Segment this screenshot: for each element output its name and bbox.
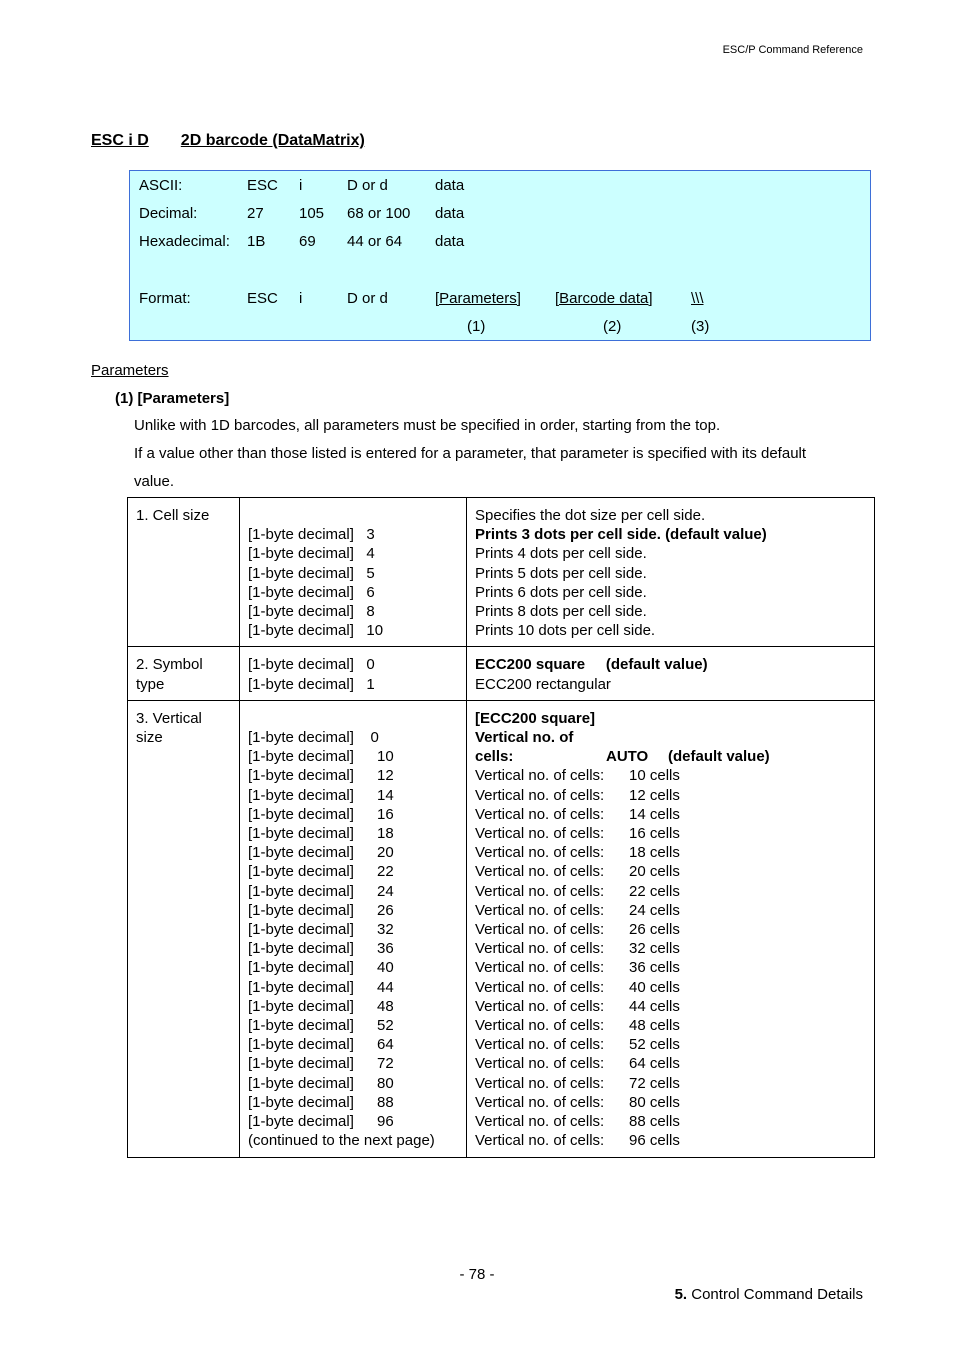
spec-prefix: [1-byte decimal] [248, 748, 354, 766]
spec-prefix: [1-byte decimal] [248, 1017, 354, 1035]
spec-prefix: [1-byte decimal] [248, 1113, 354, 1131]
command-description: 2D barcode (DataMatrix) [180, 132, 365, 149]
format-c1: ESC [247, 290, 278, 307]
desc-line [475, 1131, 866, 1150]
spec-number: 14 [377, 786, 394, 804]
spec-prefix: [1-byte decimal] [248, 844, 354, 862]
desc-value: 88 cells [629, 1113, 680, 1131]
desc-label: Vertical no. of cells: [475, 863, 605, 881]
spec-line: [1-byte decimal] 10 [248, 622, 384, 640]
desc-line: Prints 10 dots per cell side. [475, 622, 656, 640]
spec-number: 18 [377, 825, 394, 843]
spec-line: [1-byte decimal] 4 [248, 545, 375, 563]
desc-line [475, 1035, 866, 1054]
spec-line: [1-byte decimal] 0 [248, 656, 375, 674]
spec-number: 36 [377, 940, 394, 958]
spec-line: [1-byte decimal] 3 [248, 526, 375, 544]
format-num-2: (2) [603, 318, 622, 335]
desc-label: Vertical no. of cells: [475, 805, 605, 823]
param-label: 3. Vertical [136, 709, 202, 727]
desc-label: Vertical no. of cells: [475, 882, 605, 900]
desc-label: Vertical no. of cells: [475, 959, 605, 977]
desc-value: 14 cells [629, 805, 680, 823]
desc-heading: [ECC200 square] [475, 709, 596, 727]
spec-line: [1-byte decimal] 5 [248, 564, 375, 582]
decimal-label: Decimal: [139, 205, 198, 222]
desc-value: 40 cells [629, 978, 680, 996]
spec-number: 40 [377, 959, 394, 977]
format-num-1: (1) [467, 318, 486, 335]
desc-line [475, 766, 866, 785]
desc-line [475, 882, 866, 901]
desc-line: ECC200 rectangular [475, 675, 611, 693]
paragraph-order: Unlike with 1D barcodes, all parameters must be specified in order, starting from the top. [134, 417, 721, 434]
decimal-c4: data [435, 205, 465, 222]
spec-number: 22 [377, 863, 394, 881]
command-format-box [129, 170, 871, 341]
desc-value: 20 cells [629, 863, 680, 881]
desc-line: Prints 4 dots per cell side. [475, 545, 647, 563]
desc-label: Vertical no. of cells: [475, 844, 605, 862]
spec-prefix: [1-byte decimal] [248, 805, 354, 823]
spec-number: 96 [377, 1113, 394, 1131]
running-header: ESC/P Command Reference [722, 44, 863, 56]
desc-label: Vertical no. of cells: [475, 921, 605, 939]
desc-line [475, 1054, 866, 1073]
desc-note: (default value) [668, 748, 770, 766]
table-row [128, 700, 875, 1157]
param-name-cell-size [128, 498, 240, 647]
desc-label: Vertical no. of cells: [475, 767, 605, 785]
hex-c4: data [435, 233, 465, 250]
desc-line: ECC200 square (default value) [475, 656, 708, 674]
desc-line [475, 1074, 866, 1093]
desc-label: Vertical no. of cells: [475, 786, 605, 804]
spec-prefix: [1-byte decimal] [248, 1055, 354, 1073]
desc-line: Prints 8 dots per cell side. [475, 603, 647, 621]
spec-line [248, 1112, 458, 1131]
page-number: - 78 - [459, 1266, 495, 1283]
spec-number: 26 [377, 901, 394, 919]
desc-line [475, 958, 866, 977]
table-row [128, 498, 875, 647]
desc-intro: Specifies the dot size per cell side. [475, 507, 706, 524]
desc-line [475, 1093, 866, 1112]
format-num-3: (3) [691, 318, 710, 335]
ascii-c2: i [299, 177, 303, 194]
param-values [240, 647, 467, 700]
spec-prefix: [1-byte decimal] [248, 1036, 354, 1054]
spec-number: 88 [377, 1093, 394, 1111]
spec-prefix: [1-byte decimal] [248, 825, 354, 843]
desc-line: Prints 5 dots per cell side. [475, 564, 647, 582]
desc-value: AUTO [606, 748, 649, 766]
desc-line [475, 939, 866, 958]
desc-line [475, 843, 866, 862]
desc-line [475, 1016, 866, 1035]
spec-prefix: [1-byte decimal] [248, 767, 354, 785]
desc-line [475, 997, 866, 1016]
desc-value: 96 cells [629, 1132, 680, 1150]
spec-number: 80 [377, 1074, 394, 1092]
section-title [91, 132, 365, 150]
spec-line [248, 786, 458, 805]
parameters-subheading: (1) [Parameters] [115, 390, 230, 407]
spec-prefix: [1-byte decimal] [248, 863, 354, 881]
paragraph-default-a: If a value other than those listed is entered for a parameter, that parameter is specified with its default [134, 445, 807, 462]
param-label: 1. Cell size [136, 507, 210, 524]
decimal-c3: 68 or 100 [347, 205, 411, 222]
param-name-symbol-type [128, 647, 240, 700]
format-barcode-data: [Barcode data] [555, 290, 653, 307]
spec-line [248, 1093, 458, 1112]
decimal-c2: 105 [299, 205, 325, 222]
spec-line [248, 1016, 458, 1035]
spec-line [248, 747, 458, 766]
spec-line [248, 1035, 458, 1054]
ascii-c4: data [435, 177, 465, 194]
spec-prefix: [1-byte decimal] [248, 940, 354, 958]
spec-line: [1-byte decimal] 0 [248, 729, 379, 747]
spec-number: 48 [377, 997, 394, 1015]
ascii-label: ASCII: [139, 177, 183, 194]
desc-label: Vertical no. of cells: [475, 997, 605, 1015]
desc-value: 22 cells [629, 882, 680, 900]
parameters-table [127, 497, 875, 1158]
ascii-c1: ESC [247, 177, 278, 194]
desc-value: 24 cells [629, 901, 680, 919]
spec-number: 52 [377, 1017, 394, 1035]
desc-line [475, 805, 866, 824]
desc-value: 44 cells [629, 997, 680, 1015]
spec-number: 12 [377, 767, 394, 785]
paragraph-default-b: value. [134, 473, 175, 490]
spec-line: [1-byte decimal] 1 [248, 675, 375, 693]
hex-c2: 69 [299, 233, 316, 250]
desc-value: 26 cells [629, 921, 680, 939]
table-row [128, 647, 875, 700]
desc-line [475, 862, 866, 881]
desc-line [475, 978, 866, 997]
spec-number: 10 [377, 748, 394, 766]
spec-number: 20 [377, 844, 394, 862]
desc-value: 36 cells [629, 959, 680, 977]
spec-line [248, 901, 458, 920]
spec-line [248, 920, 458, 939]
spec-line [248, 766, 458, 785]
format-c3: D or d [347, 290, 388, 307]
desc-label: Vertical no. of cells: [475, 978, 605, 996]
desc-value: 80 cells [629, 1093, 680, 1111]
desc-label: Vertical no. of cells: [475, 825, 605, 843]
desc-label: Vertical no. of cells: [475, 901, 605, 919]
desc-line [475, 920, 866, 939]
param-label-cont: size [136, 729, 163, 747]
desc-label: Vertical no. of cells: [475, 1074, 605, 1092]
desc-label: Vertical no. of cells: [475, 1132, 605, 1150]
desc-value: 16 cells [629, 825, 680, 843]
format-terminator: \\\ [691, 290, 704, 307]
spec-line [248, 1054, 458, 1073]
decimal-c1: 27 [247, 205, 264, 222]
spec-line: [1-byte decimal] 8 [248, 603, 375, 621]
spec-prefix: [1-byte decimal] [248, 1093, 354, 1111]
spec-line [248, 824, 458, 843]
desc-value: 10 cells [629, 767, 680, 785]
format-label: Format: [139, 290, 191, 307]
chapter-title: Control Command Details [687, 1286, 863, 1303]
desc-line [475, 786, 866, 805]
param-name-vertical-size [128, 700, 240, 1157]
hex-c3: 44 or 64 [347, 233, 403, 250]
desc-line [475, 1112, 866, 1131]
spec-number: 44 [377, 978, 394, 996]
spec-prefix: [1-byte decimal] [248, 901, 354, 919]
chapter-footer [675, 1286, 863, 1303]
spec-line [248, 1074, 458, 1093]
hex-label: Hexadecimal: [139, 233, 230, 250]
desc-value: 12 cells [629, 786, 680, 804]
spec-prefix: [1-byte decimal] [248, 997, 354, 1015]
param-values [240, 700, 467, 1157]
param-label: 2. Symbol [136, 656, 203, 674]
spec-prefix: [1-byte decimal] [248, 1074, 354, 1092]
parameters-heading: Parameters [91, 362, 169, 379]
spec-prefix: [1-byte decimal] [248, 786, 354, 804]
spec-prefix: [1-byte decimal] [248, 921, 354, 939]
desc-label: Vertical no. of cells: [475, 729, 574, 766]
spec-number: 24 [377, 882, 394, 900]
spec-number: 64 [377, 1036, 394, 1054]
desc-label: Vertical no. of cells: [475, 1036, 605, 1054]
desc-label: Vertical no. of cells: [475, 940, 605, 958]
desc-value: 18 cells [629, 844, 680, 862]
desc-line: Prints 3 dots per cell side. (default value) [475, 526, 767, 544]
spec-line [248, 843, 458, 862]
param-values [240, 498, 467, 647]
spec-prefix: [1-byte decimal] [248, 978, 354, 996]
spec-line [248, 805, 458, 824]
ascii-c3: D or d [347, 177, 388, 194]
desc-line [475, 901, 866, 920]
spec-line: [1-byte decimal] 6 [248, 583, 375, 601]
desc-value: 72 cells [629, 1074, 680, 1092]
spec-line [248, 997, 458, 1016]
param-label-cont: type [136, 675, 165, 693]
desc-label: Vertical no. of cells: [475, 1017, 605, 1035]
desc-value: 32 cells [629, 940, 680, 958]
desc-label: Vertical no. of cells: [475, 1093, 605, 1111]
spec-number: 32 [377, 921, 394, 939]
spec-number: 16 [377, 805, 394, 823]
desc-value: 48 cells [629, 1017, 680, 1035]
desc-value: 64 cells [629, 1055, 680, 1073]
desc-value: 52 cells [629, 1036, 680, 1054]
format-c2: i [299, 290, 303, 307]
param-descriptions [467, 498, 875, 647]
desc-label: Vertical no. of cells: [475, 1113, 605, 1131]
spec-line [248, 882, 458, 901]
continued-note: (continued to the next page) [248, 1132, 435, 1150]
spec-prefix: [1-byte decimal] [248, 959, 354, 977]
spec-line [248, 958, 458, 977]
spec-line [248, 978, 458, 997]
spec-prefix: [1-byte decimal] [248, 882, 354, 900]
format-parameters: [Parameters] [435, 290, 521, 307]
desc-line [475, 728, 866, 766]
desc-line: Prints 6 dots per cell side. [475, 583, 647, 601]
param-descriptions [467, 700, 875, 1157]
command-name: ESC i D [91, 132, 149, 149]
param-descriptions [467, 647, 875, 700]
chapter-number: 5. [674, 1286, 688, 1303]
desc-line [475, 824, 866, 843]
desc-label: Vertical no. of cells: [475, 1055, 605, 1073]
spec-line [248, 862, 458, 881]
spec-number: 72 [377, 1055, 394, 1073]
spec-line [248, 939, 458, 958]
hex-c1: 1B [247, 233, 266, 250]
